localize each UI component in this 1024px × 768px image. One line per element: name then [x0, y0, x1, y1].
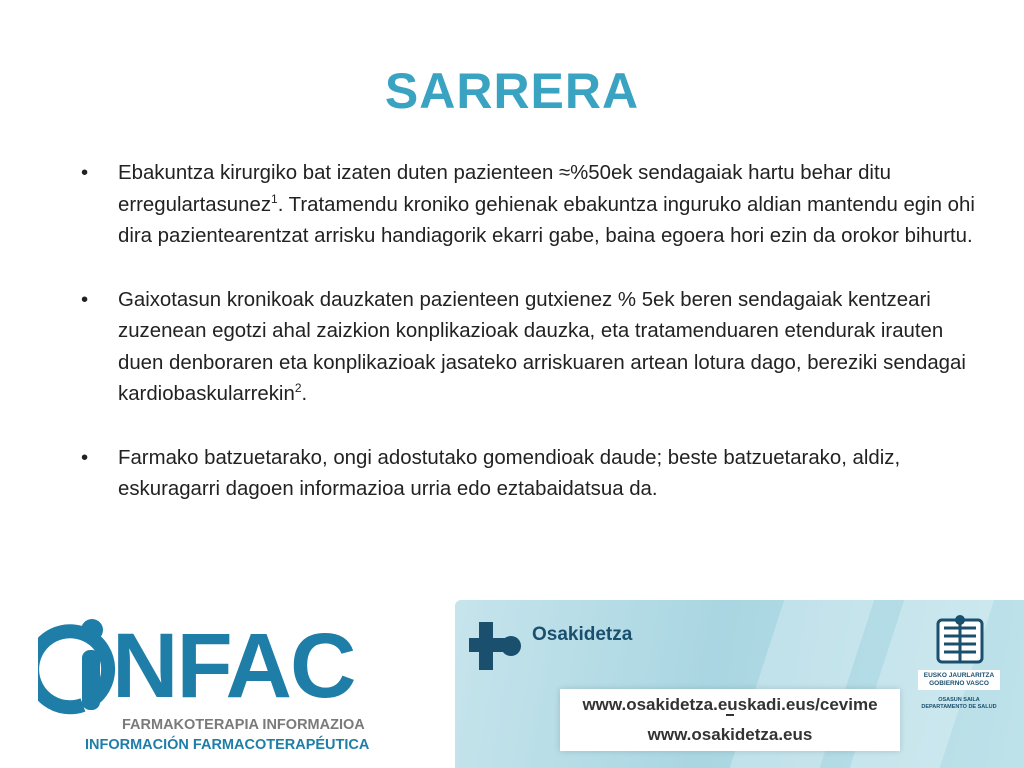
infac-wordmark: NFAC: [112, 615, 355, 717]
bullet-list: [78, 158, 978, 538]
url-box: [560, 689, 900, 751]
government-name-eu: EUSKO JAURLARITZA: [923, 672, 995, 679]
slide-title: SARRERA: [384, 63, 640, 119]
bullet-dot: •: [81, 162, 89, 184]
footnote-ref: 2: [294, 381, 302, 396]
department-es: DEPARTAMENTO DE SALUD: [921, 704, 997, 710]
osakidetza-cross-icon: [467, 618, 527, 678]
bullet-item: [78, 443, 978, 506]
infac-subtitle-es: INFORMACIÓN FARMACOTERAPÉUTICA: [85, 737, 370, 753]
infac-subtitle-eu: FARMAKOTERAPIA INFORMAZIOA: [122, 717, 365, 733]
bullet-text: Farmako batzuetarako, ongi adostutako gomendioak daude; beste batzuetarako, aldiz, eskuragarri dagoen informazioa urria edo eztabaidatsua da.: [118, 446, 901, 500]
osakidetza-name: Osakidetza: [532, 624, 633, 645]
bullet-item: [78, 158, 978, 253]
government-department: [915, 697, 1003, 711]
osakidetza-url[interactable]: www.osakidetza.eus: [647, 725, 813, 744]
bullet-dot: •: [81, 288, 89, 311]
bullet-item: [78, 285, 978, 411]
cevime-url[interactable]: www.osakidetza.euskadi.eus/cevime: [582, 695, 878, 714]
bullet-text: Gaixotasun kronikoak dauzkaten pazienteen gutxienez % 5ek beren sendagaiak kentzeari zuzenean egotzi ahal zaizkion konplikazioak dauzka, eta tratamenduaren etendurak irauten duen denboraren eta konplikazioak jasateko arriskuaren artean lotura dago, bereziki sendagai kardiobaskularrekin: [118, 288, 966, 405]
bullet-dot: •: [81, 446, 89, 469]
footnote-ref: 1: [271, 191, 278, 206]
government-emblem-icon: [932, 614, 988, 664]
bullet-text-tail: . Tratamendu kroniko gehienak ebakuntza inguruko aldian mantendu egin ohi dira pazientearentzat arrisku handiagorik ekarri gabe, baina egoera hori ezin da orokor bihurtu.: [118, 193, 975, 247]
government-name: [918, 670, 1000, 690]
department-eu: OSASUN SAILA: [938, 697, 980, 703]
bullet-text: Ebakuntza kirurgiko bat izaten duten pazienteen ≈%50ek sendagaiak hartu behar ditu erregulartasunez: [118, 162, 891, 216]
bullet-text-tail: .: [301, 383, 308, 405]
government-name-es: GOBIERNO VASCO: [929, 680, 989, 687]
url-separator: [726, 714, 734, 716]
